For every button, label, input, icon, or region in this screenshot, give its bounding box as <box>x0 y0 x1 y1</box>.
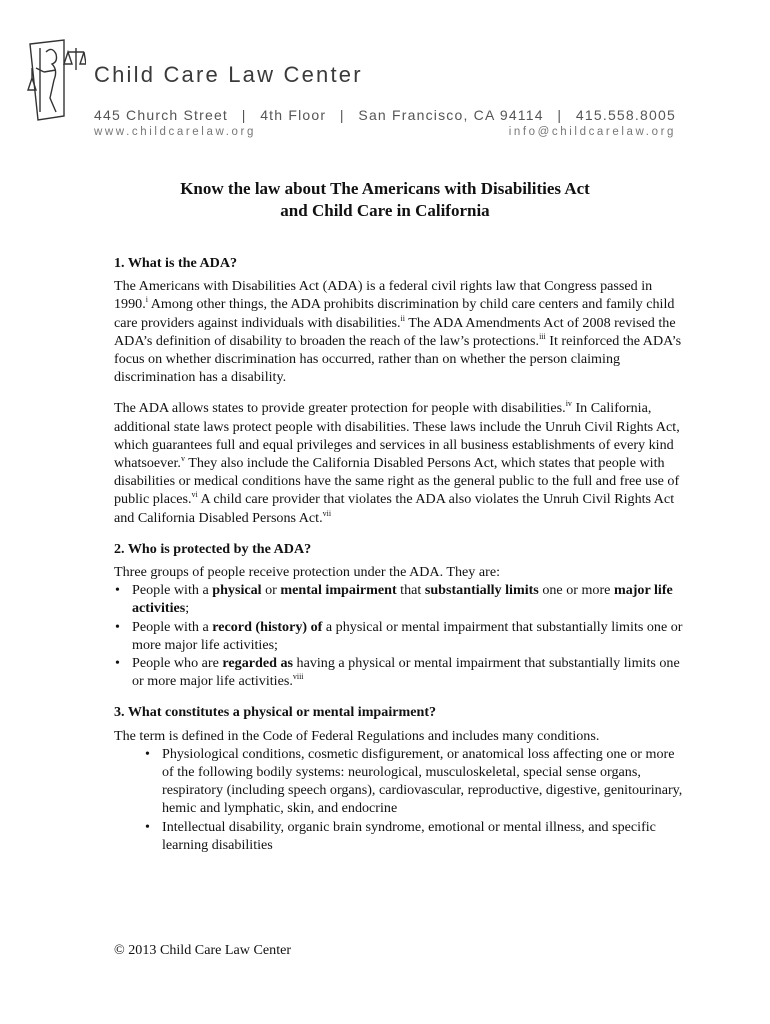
text: In California, additional state laws protect people with disabilities. These laws include the Unruh Civil Rights Act, which guarantees full and equal privileges and services in all business establishments of every kind whatsoever. <box>114 400 680 472</box>
text: The ADA allows states to provide greater protection for people with disabilities. <box>114 400 566 417</box>
footnote-ref[interactable]: i <box>145 295 148 305</box>
text: that <box>396 582 425 599</box>
footnote-ref[interactable]: vi <box>191 490 198 500</box>
section-intro: The term is defined in the Code of Federal Regulations and includes many conditions. <box>114 727 600 744</box>
bullet-list <box>144 745 686 854</box>
phone-number: 415.558.8005 <box>575 107 676 123</box>
footnote-ref[interactable]: viii <box>292 672 304 682</box>
list-item <box>114 618 686 654</box>
bold-text: physical <box>212 582 262 599</box>
bold-text: ( <box>251 618 261 635</box>
text: The Americans with Disabilities Act (ADA) is a federal civil rights law that Congress passed in 1990. <box>114 278 653 313</box>
floor: 4th Floor <box>260 107 327 123</box>
text: A child care provider that violates the ADA also violates the Unruh Civil Rights Act and California Disabled Persons Act. <box>114 491 675 526</box>
bold-text: record <box>212 618 252 635</box>
separator: | <box>557 107 563 123</box>
separator: | <box>241 107 247 123</box>
section-impairment <box>114 703 686 854</box>
paragraph <box>114 399 686 526</box>
title-line-2: and Child Care in California <box>280 201 490 220</box>
web-contact-line <box>94 126 676 138</box>
text: The ADA Amendments Act of 2008 revised the ADA’s definition of disability to broaden the reach of the law’s protections. <box>114 314 676 349</box>
list-item <box>114 581 686 617</box>
list-item: • Physiological conditions, cosmetic disfigurement, or anatomical loss affecting one or more of the following bodily systems: neurological, musculoskeletal, special sense organs, respiratory (including speech organs), cardiovascular, reproductive, digestive, genitourinary, hemic and lymphatic, skin, and endocrine <box>144 745 686 818</box>
section-intro: Three groups of people receive protection under the ADA. They are: <box>114 564 500 581</box>
text: People with a <box>132 582 213 599</box>
bold-text: ) <box>302 618 311 635</box>
separator: | <box>339 107 345 123</box>
document-content <box>114 254 686 867</box>
text: or <box>261 582 281 599</box>
bold-text: of <box>310 618 323 635</box>
text: Among other things, the ADA prohibits discrimination by child care centers and family child care providers against individuals with disabilities. <box>114 296 675 331</box>
text: one or more <box>538 582 614 599</box>
text: a physical or mental impairment that substantially limits one or more major life activities; <box>132 618 683 653</box>
footnote-ref[interactable]: ii <box>400 313 405 323</box>
footnote-ref[interactable]: v <box>180 454 185 464</box>
street-address: 445 Church Street <box>94 107 229 123</box>
section-what-is-ada <box>114 254 686 527</box>
document-title <box>0 178 770 222</box>
section-who-is-protected <box>114 540 686 691</box>
footnote-ref[interactable]: iii <box>539 331 546 341</box>
section-heading: 2. Who is protected by the ADA? <box>114 540 312 557</box>
text: ; <box>185 600 190 617</box>
bullet-list <box>114 581 686 690</box>
justice-scales-figure-icon <box>24 38 86 122</box>
text: It reinforced the ADA’s focus on whether discrimination has occurred, rather than on whether the person claiming discrimination has a disability. <box>114 332 682 386</box>
text: They also include the California Disabled Persons Act, which states that people with disabilities or medical conditions have the same right as the general public to the full and free use of public places. <box>114 455 680 508</box>
bold-text: major life activities <box>132 582 673 617</box>
bold-text: substantially limits <box>424 582 539 599</box>
copyright-footer: © 2013 Child Care Law Center <box>114 942 292 958</box>
city-state-zip: San Francisco, CA 94114 <box>358 107 544 123</box>
address-line <box>94 107 676 123</box>
bold-text: regarded as <box>222 655 293 672</box>
section-heading: 3. What constitutes a physical or mental impairment? <box>114 704 437 721</box>
text: People with a <box>132 618 213 635</box>
paragraph <box>114 277 686 386</box>
org-name: Child Care Law Center <box>94 62 363 87</box>
list-item <box>114 654 686 690</box>
bold-text: history <box>260 618 303 635</box>
text: People who are <box>132 655 223 672</box>
section-heading: 1. What is the ADA? <box>114 255 238 271</box>
email-link[interactable]: info@childcarelaw.org <box>508 126 676 138</box>
footnote-ref[interactable]: vii <box>322 508 332 518</box>
title-line-1: Know the law about The Americans with Disabilities Act <box>180 179 590 198</box>
website-link[interactable]: www.childcarelaw.org <box>94 126 256 138</box>
footnote-ref[interactable]: iv <box>565 399 572 409</box>
bold-text: mental impairment <box>280 582 397 599</box>
list-item: • Intellectual disability, organic brain syndrome, emotional or mental illness, and specific learning disabilities <box>144 818 686 854</box>
text: having a physical or mental impairment that substantially limits one or more major life activities. <box>132 655 680 690</box>
